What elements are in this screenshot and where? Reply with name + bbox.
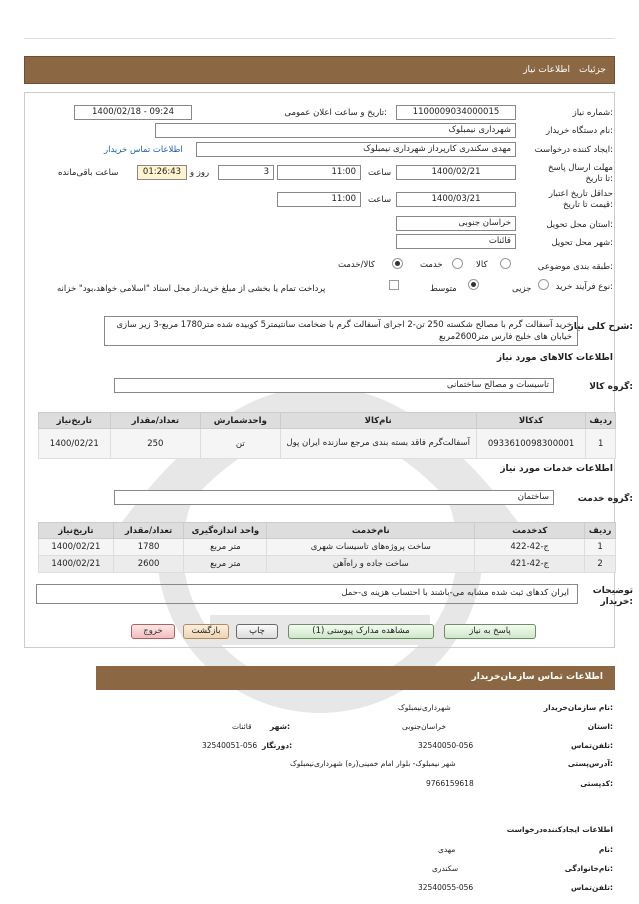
- contact-city-value: قائنات: [232, 722, 252, 731]
- contact-phone-label: تلفن‌تماس:: [570, 741, 613, 750]
- creator-phone-label: تلفن‌تماس:: [570, 883, 613, 892]
- services-section-title: اطلاعات خدمات مورد نیاز: [500, 464, 613, 474]
- remaining-time-field: 01:26:43: [137, 165, 187, 180]
- category-option-service: خدمت: [420, 260, 443, 270]
- deadline-time-label: ساعت: [368, 168, 392, 178]
- buyer-notes-text: ایران کدهای ثبت شده مشابه می-باشند با احتساب هزینه ی-حمل: [36, 584, 578, 604]
- creator-label: ایجاد کننده درخواست:: [534, 145, 613, 155]
- services-cell-qty: 1780: [113, 539, 184, 556]
- creator-name-value: مهدی: [438, 845, 456, 854]
- services-col-date: تاریخ‌نیاز: [39, 523, 114, 539]
- services-col-name: نام‌خدمت: [267, 523, 475, 539]
- creator-name-label: نام:: [598, 845, 613, 854]
- days-label: روز و: [190, 168, 210, 178]
- services-col-code: کدخدمت: [475, 523, 585, 539]
- contact-info-title: اطلاعات تماس سازمان‌خریدار: [471, 672, 603, 682]
- process-radio-medium[interactable]: [468, 279, 479, 290]
- need-number-label: شماره نیاز:: [572, 108, 613, 118]
- category-radio-goods[interactable]: [500, 258, 511, 269]
- contact-org-value: شهرداری‌نیمبلوک: [398, 703, 451, 712]
- services-cell-code: ج-42-421: [475, 556, 585, 573]
- days-field: 3: [218, 165, 274, 180]
- exit-button[interactable]: خروج: [131, 624, 175, 639]
- validity-label: حداقل تاریخ اعتبار قیمت تا تاریخ:: [548, 189, 613, 210]
- validity-time-label: ساعت: [368, 195, 392, 205]
- table-row[interactable]: [39, 539, 616, 556]
- goods-cell-row: 1: [586, 429, 616, 459]
- services-cell-qty: 2600: [113, 556, 184, 573]
- services-cell-unit: متر مربع: [184, 556, 267, 573]
- validity-time-field: 11:00: [277, 192, 361, 207]
- creator-phone-value: 32540055-056: [418, 883, 474, 892]
- contact-fax-label: دورنگار:: [262, 741, 293, 750]
- payment-checkbox[interactable]: [389, 280, 399, 290]
- deadline-date-field: 1400/02/21: [396, 165, 516, 180]
- category-radio-both[interactable]: [392, 258, 403, 269]
- tab-details[interactable]: جزئیات: [579, 65, 606, 75]
- services-cell-row: 1: [585, 539, 616, 556]
- contact-phone-value: 32540050-056: [418, 741, 474, 750]
- category-label: طبقه بندی موضوعی:: [537, 262, 613, 272]
- summary-text: خرید آسفالت گرم با مصالح شکسته 250 تن-2 اجرای آسفالت گرم با ضخامت سانتیمتر5 کوبیده شده متر1780 مربع-3 زیر سازی خیابان های خلیج فارس متر2600مربع: [104, 316, 578, 346]
- services-col-unit: واحد اندازه‌گیری: [184, 523, 267, 539]
- attachments-button[interactable]: مشاهده مدارک پیوستی (1): [288, 624, 434, 639]
- goods-col-unit: واحدشمارش: [201, 413, 281, 429]
- goods-cell-qty: 250: [110, 429, 200, 459]
- summary-label: شرح کلی نیاز:: [568, 322, 633, 332]
- services-cell-code: ج-42-422: [475, 539, 585, 556]
- print-button[interactable]: چاپ: [236, 624, 278, 639]
- services-cell-date: 1400/02/21: [39, 556, 114, 573]
- services-group-label: گروه خدمت:: [577, 494, 633, 504]
- header-bar: [24, 56, 615, 84]
- contact-address-label: آدرس‌پستی:: [567, 759, 613, 768]
- goods-cell-unit: تن: [201, 429, 281, 459]
- province-label: استان محل تحویل:: [546, 220, 613, 230]
- back-button[interactable]: بازگشت: [183, 624, 229, 639]
- services-cell-date: 1400/02/21: [39, 539, 114, 556]
- top-divider: [24, 38, 615, 39]
- goods-col-name: نام‌کالا: [280, 413, 476, 429]
- contact-info-bar: [96, 666, 615, 690]
- process-option-medium: متوسط: [430, 284, 457, 294]
- goods-table: [38, 412, 616, 459]
- services-cell-name: ساخت جاده و راه‌آهن: [267, 556, 475, 573]
- city-field: قائنات: [396, 234, 516, 249]
- tab-need-info[interactable]: اطلاعات نیاز: [523, 65, 570, 75]
- buyer-org-label: نام دستگاه خریدار:: [546, 126, 613, 136]
- goods-col-qty: تعداد/مقدار: [110, 413, 200, 429]
- contact-province-value: خراسان‌جنوبی: [402, 722, 447, 731]
- services-cell-row: 2: [585, 556, 616, 573]
- category-radio-service[interactable]: [452, 258, 463, 269]
- creator-field: مهدی سکندری کارپرداز شهرداری نیمبلوک: [196, 142, 516, 157]
- goods-cell-date: 1400/02/21: [39, 429, 111, 459]
- services-table-header: [39, 523, 616, 539]
- need-number-field: 1100009034000015: [396, 105, 516, 120]
- deadline-label: مهلت ارسال پاسخ تا تاریخ:: [548, 163, 613, 184]
- process-option-minor: جزیی: [512, 284, 532, 294]
- remaining-label: ساعت باقی‌مانده: [58, 168, 119, 178]
- goods-col-date: تاریخ‌نیاز: [39, 413, 111, 429]
- goods-section-title: اطلاعات کالاهای مورد نیاز: [496, 353, 613, 363]
- buyer-contact-link[interactable]: اطلاعات تماس خریدار: [104, 145, 183, 155]
- contact-city-label: شهر:: [270, 722, 290, 731]
- services-cell-unit: متر مربع: [184, 539, 267, 556]
- contact-province-label: استان:: [587, 722, 613, 731]
- payment-note: پرداخت تمام یا بخشی از مبلغ خرید،از محل اسناد "اسلامی خواهد،بود" خزانه: [57, 284, 326, 294]
- services-col-row: ردیف: [585, 523, 616, 539]
- contact-org-label: نام سازمان‌خریدار:: [543, 703, 613, 712]
- contact-address-value: شهر نیمبلوک- بلوار امام خمینی(ره) شهرداری‌نیمبلوک: [290, 759, 456, 768]
- goods-cell-name: آسفالت‌گرم فاقد بسته بندی مرجع سازنده ایران پول: [280, 429, 476, 459]
- announce-field: 1400/02/18 - 09:24: [74, 105, 192, 120]
- goods-col-code: کدکالا: [476, 413, 586, 429]
- reply-button[interactable]: پاسخ به نیاز: [444, 624, 536, 639]
- goods-cell-code: 0933610098300001: [476, 429, 586, 459]
- services-table: [38, 522, 616, 573]
- process-label: نوع فرآیند خرید:: [555, 282, 613, 292]
- contact-postal-value: 9766159618: [426, 779, 474, 788]
- contact-postal-label: کدپستی:: [580, 779, 613, 788]
- goods-col-row: ردیف: [586, 413, 616, 429]
- services-cell-name: ساخت پروژه‌های تاسیسات شهری: [267, 539, 475, 556]
- services-group-field: ساختمان: [114, 490, 554, 505]
- table-row[interactable]: [39, 429, 616, 459]
- buyer-org-field: شهرداری نیمبلوک: [155, 123, 516, 138]
- creator-family-value: سکندری: [432, 864, 459, 873]
- city-label: شهر محل تحویل:: [551, 238, 613, 248]
- goods-group-label: گروه کالا:: [589, 382, 633, 392]
- table-row[interactable]: [39, 556, 616, 573]
- deadline-time-field: 11:00: [277, 165, 361, 180]
- province-field: خراسان جنوبی: [396, 216, 516, 231]
- contact-fax-value: 32540051-056: [202, 741, 258, 750]
- creator-family-label: نام‌خانوادگی:: [564, 864, 613, 873]
- buyer-notes-label: توضیحات خریدار:: [592, 586, 633, 607]
- creator-section-title: اطلاعات ایجادکننده‌درخواست: [506, 825, 613, 834]
- services-col-qty: تعداد/مقدار: [113, 523, 184, 539]
- validity-date-field: 1400/03/21: [396, 192, 516, 207]
- goods-table-header: [39, 413, 616, 429]
- process-radio-minor[interactable]: [538, 279, 549, 290]
- category-option-both: کالا/خدمت: [338, 260, 375, 270]
- category-option-goods: کالا: [476, 260, 488, 270]
- announce-label: تاریخ و ساعت اعلان عمومی:: [284, 108, 387, 118]
- goods-group-field: تاسیسات و مصالح ساختمانی: [114, 378, 554, 393]
